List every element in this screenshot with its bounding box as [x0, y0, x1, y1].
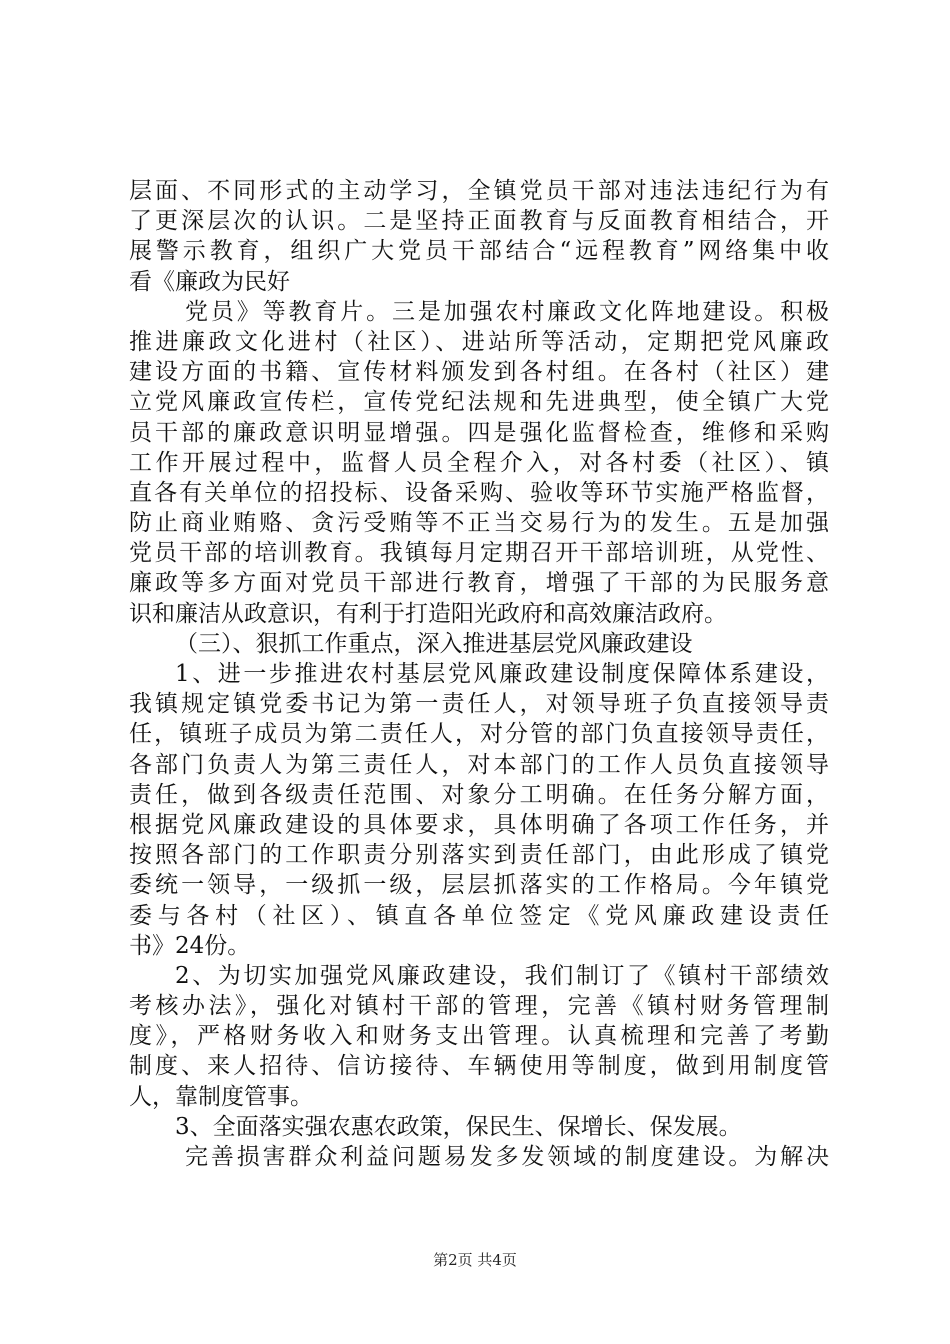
text-line: 立党风廉政宣传栏，宣传党纪法规和先进典型，使全镇广大党: [129, 389, 829, 416]
text-line: 党员》等教育片。三是加强农村廉政文化阵地建设。积极: [185, 298, 829, 325]
text-line: 按照各部门的工作职责分别落实到责任部门，由此形成了镇党: [129, 842, 829, 869]
page-footer: 第2页 共4页: [433, 1251, 517, 1269]
text-line: 我镇规定镇党委书记为第一责任人，对领导班子负直接领导责: [129, 691, 829, 718]
text-line: 任，镇班子成员为第二责任人，对分管的部门负直接领导责任，: [129, 721, 829, 748]
text-line: 委统一领导，一级抓一级，层层抓落实的工作格局。今年镇党: [129, 872, 829, 899]
text-line: 建设方面的书籍、宣传材料颁发到各村组。在各村（社区）建: [129, 359, 829, 386]
text-line: 人，靠制度管事。: [129, 1083, 313, 1110]
text-line: 度》，严格财务收入和财务支出管理。认真梳理和完善了考勤: [129, 1023, 829, 1050]
text-line: 员干部的廉政意识明显增强。四是强化监督检查，维修和采购: [129, 419, 829, 446]
text-line: 根据党风廉政建设的具体要求，具体明确了各项工作任务，并: [129, 811, 829, 838]
text-line: 层面、不同形式的主动学习，全镇党员干部对违法违纪行为有: [129, 178, 829, 204]
text-line: 1、进一步推进农村基层党风廉政建设制度保障体系建设，: [175, 661, 829, 687]
text-line: 廉政等多方面对党员干部进行教育，增强了干部的为民服务意: [129, 570, 829, 597]
document-body: [129, 176, 829, 1172]
text-line: 责任，做到各级责任范围、对象分工明确。在任务分解方面，: [129, 781, 829, 808]
text-line: 完善损害群众利益问题易发多发领域的制度建设。为解决: [185, 1144, 829, 1170]
text-line: 直各有关单位的招投标、设备采购、验收等环节实施严格监督，: [129, 479, 829, 506]
text-line: 书》24份。: [129, 932, 251, 959]
text-line: 委与各村（社区）、镇直各单位签定《党风廉政建设责任: [129, 902, 829, 929]
text-line: 展警示教育，组织广大党员干部结合“远程教育”网络集中收: [129, 238, 829, 265]
text-line: 识和廉洁从政意识，有利于打造阳光政府和高效廉洁政府。: [129, 600, 727, 627]
section-heading: （三）、狠抓工作重点，深入推进基层党风廉政建设: [175, 630, 693, 657]
text-line: 各部门负责人为第三责任人，对本部门的工作人员负直接领导: [129, 751, 829, 778]
text-line: 3、全面落实强农惠农政策，保民生、保增长、保发展。: [175, 1113, 742, 1140]
text-line: 看《廉政为民好: [129, 268, 290, 295]
text-line: 工作开展过程中，监督人员全程介入，对各村委（社区）、镇: [129, 449, 829, 476]
text-line: 党员干部的培训教育。我镇每月定期召开干部培训班，从党性、: [129, 540, 829, 567]
text-line: 了更深层次的认识。二是坚持正面教育与反面教育相结合，开: [129, 208, 829, 235]
text-line: 考核办法》，强化对镇村干部的管理，完善《镇村财务管理制: [129, 993, 829, 1020]
text-line: 制度、来人招待、信访接待、车辆使用等制度，做到用制度管: [129, 1053, 829, 1080]
text-line: 推进廉政文化进村（社区）、进站所等活动，定期把党风廉政: [129, 328, 829, 355]
text-line: 防止商业贿赂、贪污受贿等不正当交易行为的发生。五是加强: [129, 510, 829, 537]
text-line: 2、为切实加强党风廉政建设，我们制订了《镇村干部绩效: [175, 962, 829, 989]
